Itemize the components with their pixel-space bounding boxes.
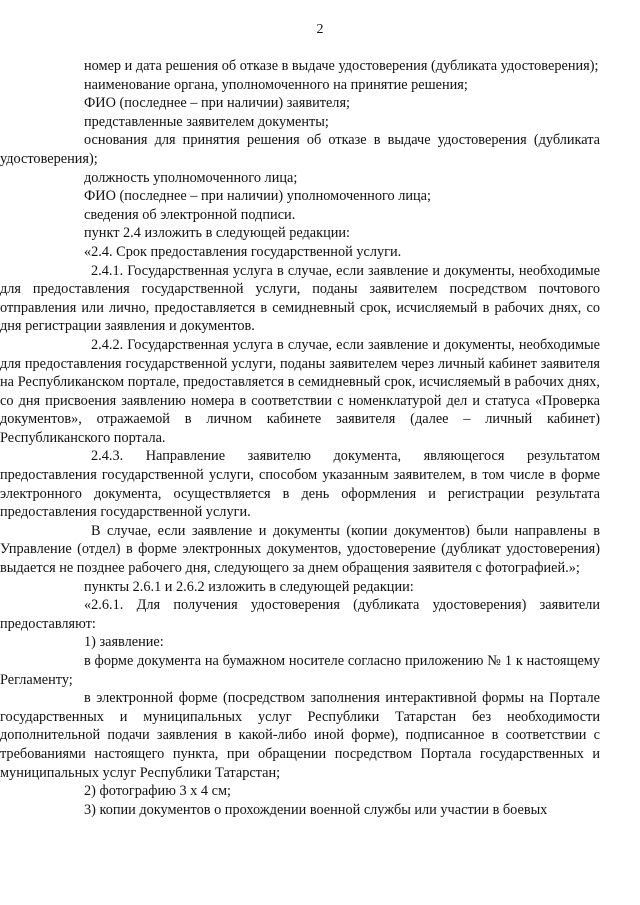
paragraph: «2.4. Срок предоставления государственной услуги. bbox=[84, 243, 402, 260]
paragraph: пункты 2.6.1 и 2.6.2 изложить в следующей редакции: bbox=[84, 578, 414, 595]
page-number: 2 bbox=[316, 22, 324, 37]
paragraph: номер и дата решения об отказе в выдаче удостоверения (дубликата удостоверения); bbox=[84, 58, 599, 74]
paragraph: ФИО (последнее – при наличии) уполномоченного лица; bbox=[84, 188, 431, 205]
paragraph: 2.4.1. Государственная услуга в случае, если заявление и документы, необходимые для предоставления государственной услуги, поданы заявителем посредством почтового отправления или лично, предоставляется в семидневный срок, исчисляемый в рабочих днях, со дня регистрации заявления и документов. bbox=[0, 262, 600, 335]
paragraph: сведения об электронной подписи. bbox=[84, 206, 296, 223]
paragraph: в электронной форме (посредством заполнения интерактивной формы на Портале государственных и муниципальных услуг Республики Татарстан без необходимости дополнительной подачи заявления в какой-либо иной форме), подписанное в соответствии с требованиями настоящего пункта, при обращении посредством Портала государственных и муниципальных услуг Республики Татарстан; bbox=[0, 690, 600, 781]
paragraph: ФИО (последнее – при наличии) заявителя; bbox=[84, 95, 350, 112]
document-body bbox=[0, 57, 600, 819]
paragraph: 3) копии документов о прохождении военной службы или участии в боевых bbox=[84, 801, 548, 818]
paragraph: в форме документа на бумажном носителе согласно приложению № 1 к настоящему Регламенту; bbox=[0, 653, 600, 688]
paragraph: 2) фотографию 3 х 4 см; bbox=[84, 783, 231, 800]
paragraph: В случае, если заявление и документы (копии документов) были направлены в Управление (отдел) в форме электронных документов, удостоверение (дубликат удостоверения) выдается не позднее рабочего дня, следующего за днем обращения заявителя с фотографией.»; bbox=[0, 522, 600, 577]
paragraph: основания для принятия решения об отказе в выдаче удостоверения (дубликата удостоверения); bbox=[0, 132, 600, 167]
paragraph: 1) заявление: bbox=[84, 634, 164, 651]
paragraph: представленные заявителем документы; bbox=[84, 113, 329, 130]
paragraph: «2.6.1. Для получения удостоверения (дубликата удостоверения) заявители предоставляют: bbox=[0, 597, 600, 632]
paragraph: должность уполномоченного лица; bbox=[84, 169, 298, 186]
paragraph: 2.4.2. Государственная услуга в случае, если заявление и документы, необходимые для предоставления государственной услуги, поданы заявителем через личный кабинет заявителя на Республиканском портале, предоставляется в семидневный срок, исчисляемый в рабочих днях, со дня присвоения заявлению номера в соответствии с номенклатурой дел и статуса «Проверка документов», отражаемой в личном кабинете заявителя (далее – личный кабинет) Республиканского портала. bbox=[0, 336, 600, 446]
paragraph: пункт 2.4 изложить в следующей редакции: bbox=[84, 225, 351, 242]
paragraph: 2.4.3. Направление заявителю документа, являющегося результатом предоставления государственной услуги, способом указанным заявителем, в том числе в форме электронного документа, осуществляется в день оформления и регистрации результата предоставления государственной услуги. bbox=[0, 448, 600, 521]
paragraph: наименование органа, уполномоченного на принятие решения; bbox=[84, 76, 468, 93]
